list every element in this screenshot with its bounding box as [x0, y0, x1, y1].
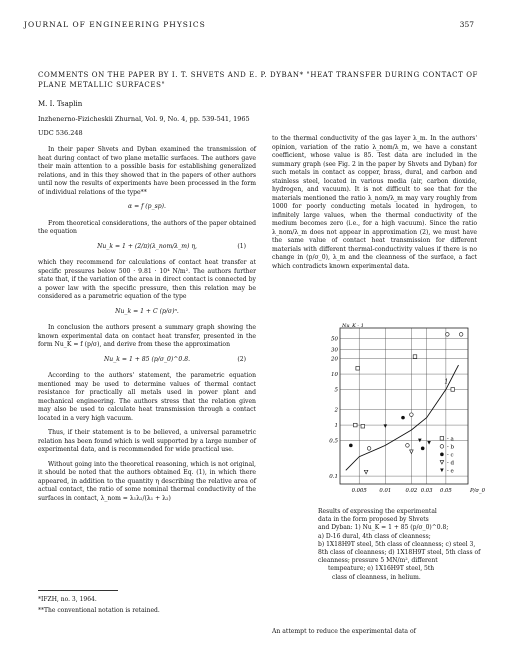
- caption-line: Results of expressing the experimental: [318, 508, 437, 515]
- data-point: [406, 444, 410, 448]
- legend-label: - a: [446, 436, 454, 443]
- equation: [38, 243, 256, 252]
- legend-marker: [440, 445, 444, 449]
- x-axis-label: P/σ_0: [470, 488, 485, 494]
- data-point: [459, 333, 463, 337]
- data-point: [401, 416, 405, 420]
- data-point: [410, 450, 414, 454]
- y-tick-label: 50: [331, 336, 338, 343]
- data-point: [356, 366, 360, 370]
- caption-line: and Dyban: 1) Nu_K = 1 + 85 (p/σ_0)^0.8;: [318, 524, 449, 532]
- data-point: [410, 413, 414, 417]
- paragraph: Without going into the theoretical reasoning, which is not original, it should be noted that the authors obtained Eq. (1), in which there appeared, in addition to the quantity η describing the relative area of actual contact, the ratio of some nominal thermal conductivity of the surfaces in contact, λ_nom = λ₁λ₂/(λ₁ + λ₂): [38, 460, 256, 502]
- right-column: [272, 135, 477, 277]
- y-tick-label: 2: [334, 407, 338, 414]
- curve-label: 1: [444, 378, 449, 386]
- legend-label: - c: [446, 452, 454, 459]
- data-point: [446, 333, 450, 337]
- legend-label: - e: [446, 468, 454, 475]
- data-point: [353, 423, 357, 427]
- data-point: [451, 388, 455, 392]
- y-tick-label: 1: [334, 423, 338, 430]
- data-point: [384, 424, 388, 428]
- x-tick-label: 0.01: [379, 488, 392, 494]
- data-point: [361, 424, 365, 428]
- paragraph: Thus, if their statement is to be believed, a universal parametric relation has been found which is well supported by a large number of experimental data, and is recommended for wide practical use.: [38, 429, 256, 453]
- paragraph: which they recommend for calculations of contact heat transfer at specific pressures below 500 · 9.81 · 10⁴ N/m². The authors further state that, if the variation of the area in direct contact is connected by a power law with the specific pressure, then this relation may be considered as a parametric equation of the type: [38, 259, 256, 300]
- legend-label: - b: [446, 444, 455, 451]
- footnote-rule: [38, 590, 118, 591]
- caption-line: b) 1X18H9T steel, 5th class of cleanness; c) steel 3, 8th class of cleanness; d) 1X18H9T steel, 5th class of: [318, 540, 481, 557]
- x-tick-label: 0.05: [439, 488, 452, 494]
- data-point: [367, 447, 371, 451]
- article-title: COMMENTS ON THE PAPER BY I. T. SHVETS AND E. P. DYBAN* "HEAT TRANSFER DURING CONTACT OF PLANE METALLIC SURFACES": [38, 71, 478, 89]
- caption-line: data in the form proposed by Shvets: [318, 516, 429, 524]
- data-point: [421, 447, 425, 451]
- data-point: [364, 470, 368, 474]
- equation: [38, 203, 256, 212]
- equation-text: Nu_k = 1 + C (p/σ)ⁿ.: [115, 307, 179, 315]
- equation-number: (2): [237, 355, 246, 363]
- y-tick-label: 5: [334, 387, 338, 394]
- equation-text: Nu_k = 1 + (2/π)(λ_nom/λ_m) η,: [97, 242, 197, 250]
- figure-caption: [318, 508, 483, 582]
- author: M. I. Tsaplin: [38, 100, 83, 108]
- y-tick-label: 30: [331, 347, 338, 354]
- x-tick-label: 0.005: [351, 488, 367, 494]
- citation: Inzhenerno-Fizicheskii Zhurnal, Vol. 9, No. 4, pp. 539-541, 1965: [38, 115, 250, 123]
- footnote: **The conventional notation is retained.: [38, 607, 160, 614]
- y-axis-label: Nu_K - 1: [342, 323, 364, 329]
- y-tick-label: 20: [331, 356, 338, 363]
- page-number: 357: [459, 20, 474, 29]
- legend-marker: [440, 453, 444, 457]
- running-header: [24, 20, 474, 29]
- equation-text: Nu_k = 1 + 85 (p/σ_0)^0.8.: [103, 355, 191, 363]
- data-point: [349, 444, 353, 448]
- equation-number: (1): [237, 242, 246, 250]
- legend-marker: [440, 469, 444, 473]
- y-tick-label: 0.5: [329, 438, 338, 445]
- legend-marker: [440, 437, 444, 441]
- paragraph: to the thermal conductivity of the gas layer λ_m. In the authors' opinion, variation of the ratio λ_nom/λ_m, we have a constant coefficient, whose value is 85. Test data are included in the summary graph (see Fig. 2 in the paper by Shvets and Dyban) for such metals in contact as copper, brass, dural, and carbon and stainless steel, located in various media (air, carbon dioxide, hydrogen, and vacuum). It is not difficult to see that for the materials mentioned the ratio λ_nom/λ_m may vary roughly from 1000 for poorly conducting metals located in hydrogen, to infinitely large values, when the thermal conductivity of the medium becomes zero (i.e., for a high vacuum). Since the ratio λ_nom/λ_m does not appear in approximation (2), we must have the same value of contact heat transmission for different materials with different thermal-conductivity values if there is no change in (p/σ_0), λ_m and the cleanness of the surface, a fact which contradicts known experimental data.: [272, 135, 477, 270]
- paragraph: In conclusion the authors present a summary graph showing the known experimental data on contact heat transfer, presented in the form Nu_K = f (p/σ), and derive from these the approximation: [38, 324, 256, 348]
- x-tick-label: 0.03: [420, 488, 433, 494]
- data-point: [413, 355, 417, 359]
- caption-line: a) D-16 dural, 4th class of cleanness;: [318, 532, 431, 540]
- paragraph: From theoretical considerations, the authors of the paper obtained the equation: [38, 219, 256, 235]
- data-point: [427, 441, 431, 445]
- footnote: *IFZH, no. 3, 1964.: [38, 596, 97, 603]
- figure-chart: [318, 322, 485, 502]
- udc-code: UDC 536.248: [38, 129, 83, 137]
- caption-line: class of cleanness, in helium.: [332, 573, 421, 581]
- y-tick-label: 10: [331, 372, 338, 379]
- paragraph: According to the authors' statement, the parametric equation mentioned may be used to determine values of thermal contact resistance for practically all metals used in power plant and mechanical engineering. The authors stress that the relation given may also be used to calculate heat transmission through a contact located in a very high vacuum.: [38, 372, 256, 422]
- equation-text: α = f (p_sp).: [128, 203, 166, 210]
- journal-name: JOURNAL OF ENGINEERING PHYSICS: [24, 20, 206, 29]
- y-tick-label: 0.1: [329, 474, 338, 481]
- paragraph: In their paper Shvets and Dyban examined the transmission of heat during contact of two plane metallic surfaces. The authors gave their main attention to a possible basis for establishing generalized relations, and in this they showed that in the papers of other authors until now the results of experiments have been processed in the form of individual relations of the type**: [38, 146, 256, 196]
- x-tick-label: 0.02: [405, 488, 418, 494]
- caption-line: cleanness; pressure 5 MN/m², different: [318, 557, 438, 565]
- left-column: [38, 146, 256, 509]
- equation: [38, 356, 256, 365]
- legend-label: - d: [446, 460, 455, 467]
- legend-marker: [440, 461, 444, 465]
- continuation-text: An attempt to reduce the experimental data of: [272, 628, 416, 635]
- caption-line: tempeature; e) 1X16H9T steel, 5th: [328, 565, 435, 573]
- equation: [38, 308, 256, 317]
